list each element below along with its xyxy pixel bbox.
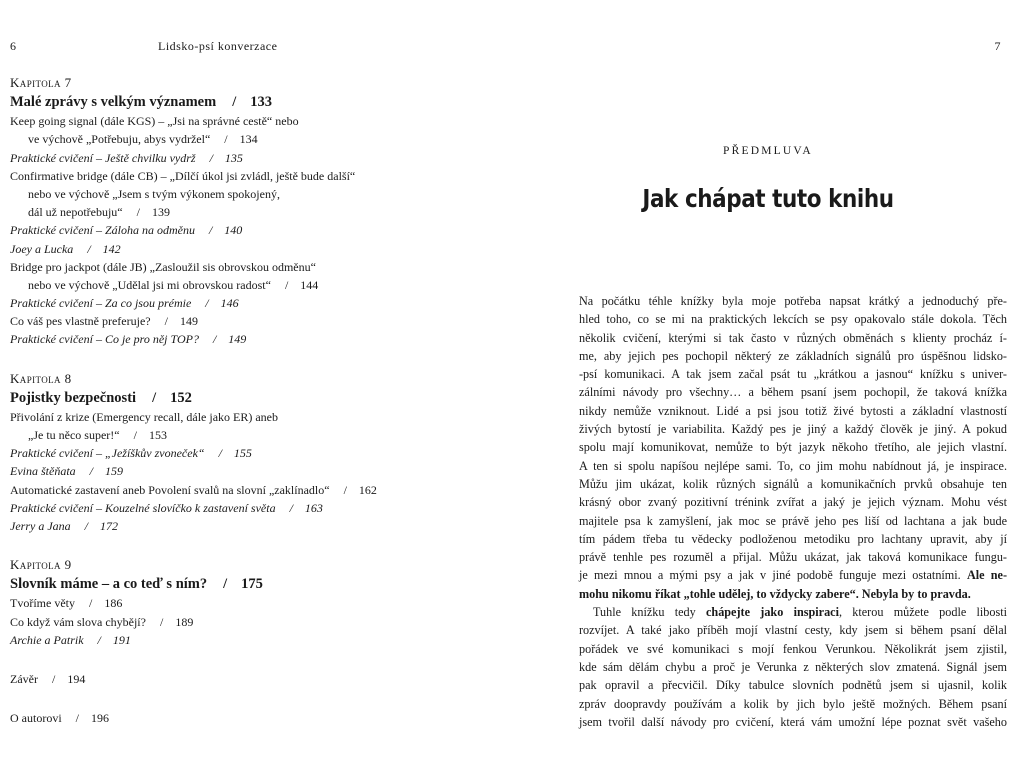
separator: / — [159, 614, 164, 629]
toc-entry-text: Praktické cvičení – Co je pro něj TOP? — [10, 332, 199, 347]
page-ref: 144 — [300, 277, 319, 292]
chapter-title-text: Malé zprávy s velkým významem — [10, 94, 217, 111]
body-line: kde sám dělám chybu a proč je Verunka z některých slov zmatená. Signál jsem — [579, 659, 1007, 674]
page-ref: 194 — [67, 671, 86, 686]
back-matter-entry[interactable] — [10, 709, 500, 727]
toc-entry-text: Praktické cvičení – Ještě chvilku vydrž — [10, 150, 196, 165]
separator: / — [51, 671, 56, 686]
chapter-label-text: Kapitola 8 — [10, 370, 72, 386]
body-line: -psí komunikaci. A tak jsem začal psát tu „krátkou a jasnou“ knížku s univer- — [579, 367, 1007, 382]
separator: / — [224, 132, 228, 147]
body-line: spolu mají komunikovat, nemůže to být jazyk někoho třetího, ale jejich vlastní. — [579, 440, 1007, 455]
separator: / — [212, 332, 217, 347]
body-line: zálními návody pro všechny… a během psaní jsem pochopil, že taková knížka — [579, 385, 1007, 400]
page-ref: 149 — [228, 332, 247, 347]
toc-gap — [10, 535, 500, 556]
separator: / — [88, 596, 93, 611]
body-line: zpráv doopravdy používám a kolik by jich bylo ještě možných. Během psaní — [579, 696, 1007, 711]
page-ref: 140 — [224, 223, 243, 238]
toc-gap — [10, 649, 500, 670]
toc-entry-text: Závěr — [10, 671, 38, 686]
chapter-label-text: Kapitola 9 — [10, 557, 72, 573]
separator: / — [223, 576, 228, 593]
toc-entry-line[interactable] — [10, 112, 500, 130]
toc-entry-text: nebo ve výchově „Udělal jsi mi obrovskou radost“ — [28, 277, 271, 292]
separator: / — [75, 711, 79, 726]
page-ref: 146 — [220, 296, 239, 311]
toc-entry-line[interactable] — [10, 294, 500, 312]
toc-entry-text: Praktické cvičení – Za co jsou prémie — [10, 296, 192, 311]
toc-entry-line[interactable] — [10, 149, 500, 167]
separator: / — [87, 241, 91, 256]
toc-entry-text: Joey a Lucka — [10, 241, 74, 256]
page-ref: 139 — [151, 205, 170, 220]
page-ref: 175 — [241, 576, 263, 593]
toc-entry-line[interactable] — [10, 258, 500, 276]
page-number-right: 7 — [994, 39, 1001, 53]
page-ref: 152 — [170, 389, 192, 406]
toc-entry-text: Praktické cvičení – „Ježíškův zvoneček“ — [10, 446, 205, 461]
separator: / — [133, 428, 137, 442]
toc-entry-text: ve výchově „Potřebuju, abys vydržel“ — [28, 132, 211, 147]
toc-entry-line[interactable] — [10, 444, 500, 462]
toc-entry-line[interactable] — [10, 613, 500, 631]
toc-entry-line[interactable] — [10, 221, 500, 239]
toc-entry-text: Praktické cvičení – Kouzelné slovíčko k zastavení světa — [10, 500, 276, 515]
page-ref: 196 — [91, 711, 109, 726]
body-line: několik cvičení, kterými si tak často v různých obměnách s klienty procház í- — [579, 330, 1007, 345]
toc-entry-line — [10, 203, 500, 221]
page-ref: 162 — [358, 482, 377, 497]
page-ref: 163 — [304, 500, 323, 515]
separator: / — [84, 518, 88, 533]
toc-entry-text: Jerry a Jana — [10, 518, 71, 533]
chapter-title-text: Slovník máme – a co teď s ním? — [10, 576, 208, 593]
toc-gap — [10, 349, 500, 370]
back-matter-entry[interactable] — [10, 670, 500, 688]
body-line: právě tenhle pes rozuměl a přijal. Můžu ukázat, jak taková komunikace fungu- — [579, 550, 1007, 565]
separator: / — [209, 150, 213, 165]
body-line: mohu nikomu říkat „tohle udělej, to vždycky zabere“. Nebyla by to pravda. — [579, 586, 971, 601]
page-ref: 155 — [233, 446, 252, 461]
separator: / — [97, 632, 101, 647]
toc-entry-text: nebo ve výchově „Jsem s tvým výkonem spokojený, — [28, 186, 280, 201]
toc-entry-line[interactable] — [10, 462, 500, 480]
toc-entry-line[interactable] — [10, 167, 500, 185]
toc-entry-text: Praktické cvičení – Záloha na odměnu — [10, 223, 195, 238]
toc-entry-text: Confirmative bridge (dále CB) – „Dílčí úkol jsi zvládl, ještě bude další“ — [10, 168, 356, 183]
toc-entry-text: „Je tu něco super!“ — [28, 428, 120, 442]
body-line: pak opravil a přecvičil. Díky tabulce slovních podnětů jsem si ujasnil, kolik — [579, 678, 1007, 693]
page-ref: 142 — [102, 241, 121, 256]
toc-entry-line[interactable] — [10, 312, 500, 330]
body-line: krásný obor zvaný pozitivní trénink zvířat a jaký je jejich význam. Mohu vést — [579, 495, 1007, 510]
separator: / — [164, 314, 168, 329]
body-line: tím pádem třeba tu vědecky podloženou metodiku pro lachtany upravit, aby jí — [579, 531, 1007, 546]
page-number-left: 6 — [10, 39, 17, 53]
toc-entry-text: Co když vám slova chybějí? — [10, 614, 146, 629]
body-line: A ten si spolu napíšou nejlépe sami. To, co jim mohu nabídnout já, je inspirace. — [579, 458, 1007, 473]
chapter-title-entry[interactable] — [10, 574, 500, 594]
toc-entry-line — [10, 276, 500, 294]
toc-entry-line — [10, 426, 500, 444]
page-ref: 159 — [105, 464, 123, 479]
separator: / — [152, 389, 157, 406]
body-line: je mezi mnou a mými psy a jak v jiné podobě funguje mezi ostatními. Ale ne- — [579, 568, 1007, 583]
right-page — [512, 0, 1024, 768]
chapter-title: Jak chápat tuto knihu — [642, 184, 894, 213]
toc-entry-text: O autorovi — [10, 711, 62, 726]
body-line: Na počátku téhle knížky byla moje potřeba napsat krátký a jednoduchý pře- — [579, 294, 1007, 308]
toc-entry-text: Automatické zastavení aneb Povolení svalů na slovní „zaklínadlo“ — [10, 482, 330, 497]
body-line: pořádek ve své komunikaci s mojí fenkou Verunkou. Několikrát jsem zjistil, — [579, 641, 1007, 656]
toc-entry-text: Evina štěňata — [10, 464, 76, 479]
body-line: nikdy nemůže vzniknout. Lidé a psi jsou totiž živé bytosti a základní vlastností — [579, 403, 1007, 418]
table-of-contents — [10, 74, 500, 727]
separator: / — [232, 94, 237, 111]
body-line: živých bytostí je variabilita. Každý pes je jiný a každý člověk je jiný. A pokud — [579, 422, 1007, 437]
body-line: Můžu jim ukázat, kolik různých signálů a komunikačních prvků obsahuje ten — [579, 476, 1007, 491]
separator: / — [218, 446, 222, 461]
toc-entry-text: Keep going signal (dále KGS) – „Jsi na správné cestě“ nebo — [10, 114, 299, 129]
toc-entry-text: Bridge pro jackpot (dále JB) „Zasloužil sis obrovskou odměnu“ — [10, 259, 316, 274]
chapter-label — [10, 370, 500, 388]
toc-entry-line — [10, 130, 500, 148]
body-line: me, aby jejich pes pochopil některý ze základních signálů pro úspěšnou lidsko- — [579, 348, 1007, 363]
page-ref: 133 — [250, 94, 272, 111]
separator: / — [205, 296, 209, 311]
body-line: Tuhle knížku tedy chápejte jako inspiraci, kterou můžete podle libosti — [593, 605, 1007, 620]
toc-entry-text: Archie a Patrik — [10, 632, 84, 647]
page-ref: 153 — [148, 428, 167, 442]
toc-gap — [10, 688, 500, 709]
toc-entry-line[interactable] — [10, 594, 500, 612]
separator: / — [284, 277, 289, 292]
toc-entry-text: dál už nepotřebuju“ — [28, 205, 123, 220]
toc-entry-line[interactable] — [10, 481, 500, 499]
toc-entry-line — [10, 185, 500, 203]
page-ref: 189 — [175, 614, 194, 629]
body-line: rozvíjet. A také jako příběh mojí vlastní cesty, kdy jsem si během psaní dělal — [579, 623, 1007, 638]
chapter-label — [10, 74, 500, 92]
chapter-title-text: Pojistky bezpečnosti — [10, 389, 137, 406]
page-ref: 186 — [104, 596, 123, 611]
toc-entry-line[interactable] — [10, 330, 500, 348]
toc-entry-text: Tvoříme věty — [10, 596, 75, 611]
toc-entry-line[interactable] — [10, 240, 500, 258]
body-line: majitele psa k zamyšlení, jak moc se právě jeho pes liší od lachtana a jak bude — [579, 513, 1007, 528]
chapter-title-entry[interactable] — [10, 92, 500, 112]
separator: / — [289, 500, 293, 515]
page-ref: 172 — [100, 518, 118, 533]
running-head: Lidsko-psí konverzace — [158, 39, 278, 53]
toc-entry-line[interactable] — [10, 408, 500, 426]
toc-entry-line[interactable] — [10, 631, 500, 649]
page-ref: 134 — [239, 132, 258, 147]
body-text — [579, 292, 1007, 731]
section-kicker: PŘEDMLUVA — [723, 145, 813, 157]
toc-entry-line[interactable] — [10, 517, 500, 535]
separator: / — [208, 223, 213, 238]
chapter-label-text: Kapitola 7 — [10, 75, 72, 90]
body-line: jsem tvořil další návody pro cvičení, která vám umožní lépe poznat svět vašeho — [579, 714, 1007, 729]
toc-entry-text: Co váš pes vlastně preferuje? — [10, 314, 151, 329]
separator: / — [136, 205, 140, 220]
chapter-label — [10, 556, 500, 574]
page-ref: 191 — [112, 632, 131, 647]
toc-entry-line[interactable] — [10, 499, 500, 517]
body-line: hled toho, co se mi na praktických lekcích se psy opakovalo stále dokola. Těch — [579, 312, 1007, 327]
page-ref: 135 — [224, 150, 243, 165]
separator: / — [89, 464, 93, 479]
separator: / — [343, 482, 347, 497]
chapter-title-entry[interactable] — [10, 388, 500, 408]
page-ref: 149 — [179, 314, 198, 329]
toc-entry-text: Přivolání z krize (Emergency recall, dále jako ER) aneb — [10, 409, 278, 424]
